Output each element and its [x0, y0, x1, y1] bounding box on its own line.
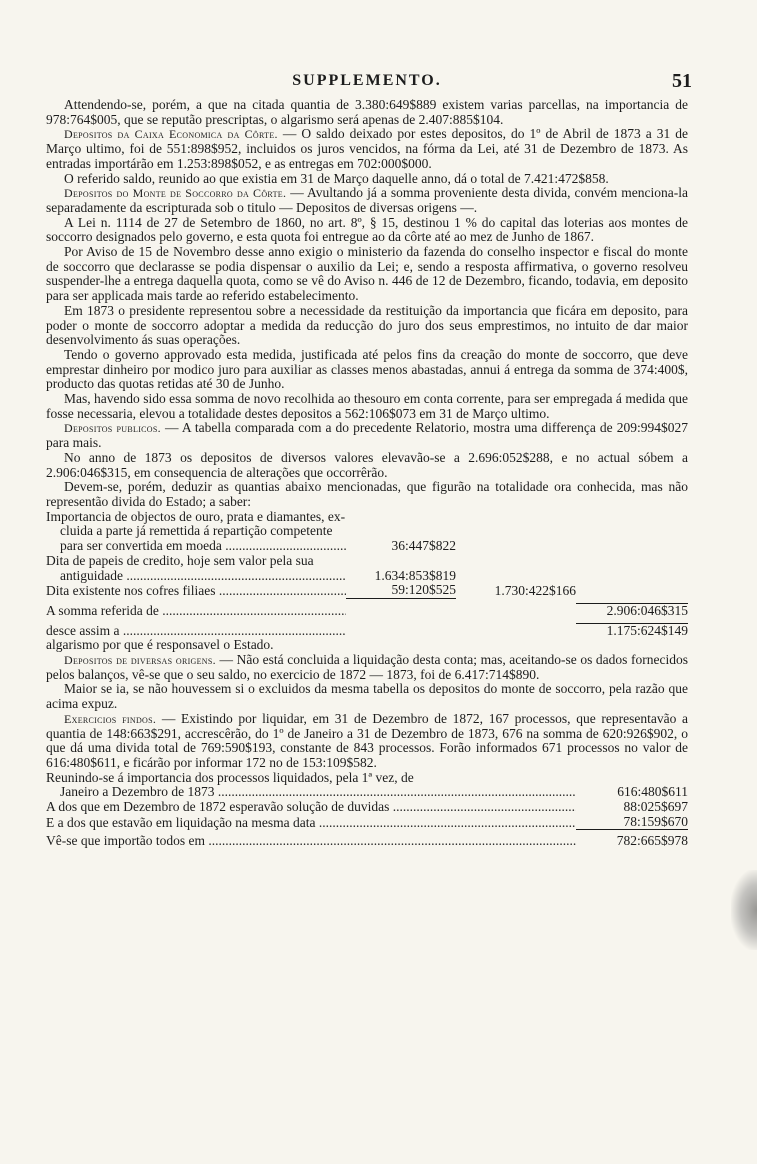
table-row: Dita existente nos cofres filiaes ..... 59:120$525 1.730:422$166 — [46, 583, 688, 599]
table-value: 36:447$822 — [391, 538, 456, 554]
page-number: 51 — [672, 70, 692, 92]
page-header — [46, 70, 692, 98]
running-title: SUPPLEMENTO. — [292, 72, 442, 89]
document-page — [46, 70, 692, 849]
paragraph: Devem-se, porém, deduzir as quantias abaixo mencionadas, que figurão na totalidade ora conhecida, mas não representão divida do Estado; a saber: — [46, 479, 688, 509]
paragraph: O referido saldo, reunido ao que existia em 31 de Março daquelle anno, dá o total de 7.421:472$858. — [64, 170, 609, 186]
deduction-table — [46, 510, 688, 639]
table-value: 616:480$611 — [617, 784, 688, 800]
paragraph: Attendendo-se, porém, a que na citada quantia de 3.380:649$889 existem varias parcellas, na importancia de 978:764$005, que se reputão prescriptas, o algarismo será apenas de 2.407:885$104. — [46, 97, 688, 127]
section-heading: Depositos publicos. — [64, 421, 161, 436]
section-heading: Exercicios findos. — [64, 711, 157, 726]
table-row: desce assim a ..... 1.175:624$149 — [46, 623, 688, 639]
paragraph: algarismo por que é responsavel o Estado. — [46, 637, 274, 653]
paragraph: A Lei n. 1114 de 27 de Setembro de 1860, no art. 8º, § 15, destinou 1 % do capital das loterias aos montes de soccorro designados pelo governo, e esta quota foi entregue ao da côrte até ao mez de Junho de 1867. — [46, 214, 688, 245]
paragraph: No anno de 1873 os depositos de diversos valores elevavão-se a 2.696:052$288, e no actual sóbem a 2.906:046$315, em consequencia de alterações que occorrêrão. — [46, 449, 688, 480]
table-total: 1.175:624$149 — [576, 623, 688, 639]
table-value: 59:120$525 — [346, 583, 456, 599]
table-value: 78:159$670 — [576, 815, 688, 831]
paragraph: Exercicios findos. — Existindo por liquidar, em 31 de Dezembro de 1872, 167 processos, que representavão a quantia de 148:663$291, accrescêrão, do 1º de Janeiro a 31 de Dezembro de 1873, 676 na somma de 620:926$902, o que dá uma divida total de 769:590$193, constante de 843 processos. Forão informados 671 processos no valor de 616:480$611, e ficárão por informar 172 no de 153:109$582. — [46, 710, 688, 770]
table-value: 88:025$697 — [623, 799, 688, 815]
table-total: 782:665$978 — [616, 833, 688, 849]
paragraph: Por Aviso de 15 de Novembro desse anno exigio o ministerio da fazenda do conselho inspector e fiscal do monte de soccorro que declarasse se podia dispensar o auxilio da Lei; e, sendo a resposta affirmativa, o governo resolveu suspender-lhe a entrega daquella quota, como se vê do Aviso n. 446 de 12 de Dezembro, ficando, todavia, em deposito para ser applicada mais tarde ao referido estabelecimento. — [46, 244, 688, 304]
table-row: Dita de papeis de credito, hoje sem valor pela sua antiguidade ..... 1.634:853$819 — [46, 554, 688, 583]
paragraph: Em 1873 o presidente representou sobre a necessidade da restituição da importancia que ficára em deposito, para poder o monte de soccorro adoptar a medida da reducção do juro dos seus emprestimos, no intuito de dar maior desenvolvimento ás suas operações. — [46, 302, 688, 348]
processes-table — [46, 771, 688, 850]
table-row: A somma referida de ..... 2.906:046$315 — [46, 603, 688, 619]
paragraph: Depositos de diversas origens. — Não está concluida a liquidação desta conta; mas, aceitando-se os dados fornecidos pelos balanços, vê-se que o seu saldo, no exercicio de 1872 — 1873, foi de 6.417:714$890. — [46, 652, 688, 682]
paragraph: Depositos publicos. — A tabella comparada com a do precedente Relatorio, mostra uma differença de 209:994$027 para mais. — [46, 420, 688, 451]
table-row: Vê-se que importão todos em ..... 782:665$978 — [46, 834, 688, 849]
table-total: 2.906:046$315 — [576, 603, 688, 619]
table-row: E a dos que estavão em liquidação na mesma data ..... 78:159$670 — [46, 815, 688, 831]
table-row: Reunindo-se á importancia dos processos liquidados, pela 1ª vez, de Janeiro a Dezembro de 1873 ..... 616:480$611 — [46, 771, 688, 800]
paragraph: Tendo o governo approvado esta medida, justificada até pelos fins da creação do monte de soccorro, que deve emprestar dinheiro por modico juro para auxiliar as classes menos abastadas, annui á entrega da somma de 374:400$, producto das quotas retidas até 30 de Junho. — [46, 346, 688, 392]
section-heading: Depositos da Caixa Economica da Côrte. — [64, 127, 278, 142]
section-heading: Depositos do Monte de Soccorro da Côrte. — [64, 186, 287, 201]
table-row: Importancia de objectos de ouro, prata e diamantes, ex- cluida a parte já remettida á repartição competente para ser convertida em moeda ..... 36:447$822 — [46, 510, 688, 554]
paragraph: Depositos do Monte de Soccorro da Côrte. — Avultando já a somma proveniente desta divida, convém menciona-la separadamente da escripturada sob o titulo — Depositos de diversas origens —. — [46, 185, 688, 215]
table-row: A dos que em Dezembro de 1872 esperavão solução de duvidas ..... 88:025$697 — [46, 800, 688, 815]
table-subtotal: 1.730:422$166 — [494, 583, 576, 599]
page-stain — [731, 870, 757, 950]
section-heading: Depositos de diversas origens. — [64, 653, 216, 668]
paragraph: Depositos da Caixa Economica da Côrte. — O saldo deixado por estes depositos, do 1º de Abril de 1873 a 31 de Março ultimo, foi de 551:898$952, incluidos os juros vencidos, na fórma da Lei, até 31 de Dezembro de 1873. As entradas importárão em 1.253:898$052, e as entregas em 702:000$000. — [46, 126, 688, 171]
table-value: 1.634:853$819 — [374, 567, 456, 583]
paragraph: Mas, havendo sido essa somma de novo recolhida ao thesouro em conta corrente, para ser empregada á medida que fosse necessaria, elevou a totalidade destes depositos a 562:106$073 em 31 de Março ultimo. — [46, 391, 688, 421]
paragraph: Maior se ia, se não houvessem si o excluidos da mesma tabella os depositos do monte de soccorro, pela razão que acima expuz. — [46, 681, 688, 712]
